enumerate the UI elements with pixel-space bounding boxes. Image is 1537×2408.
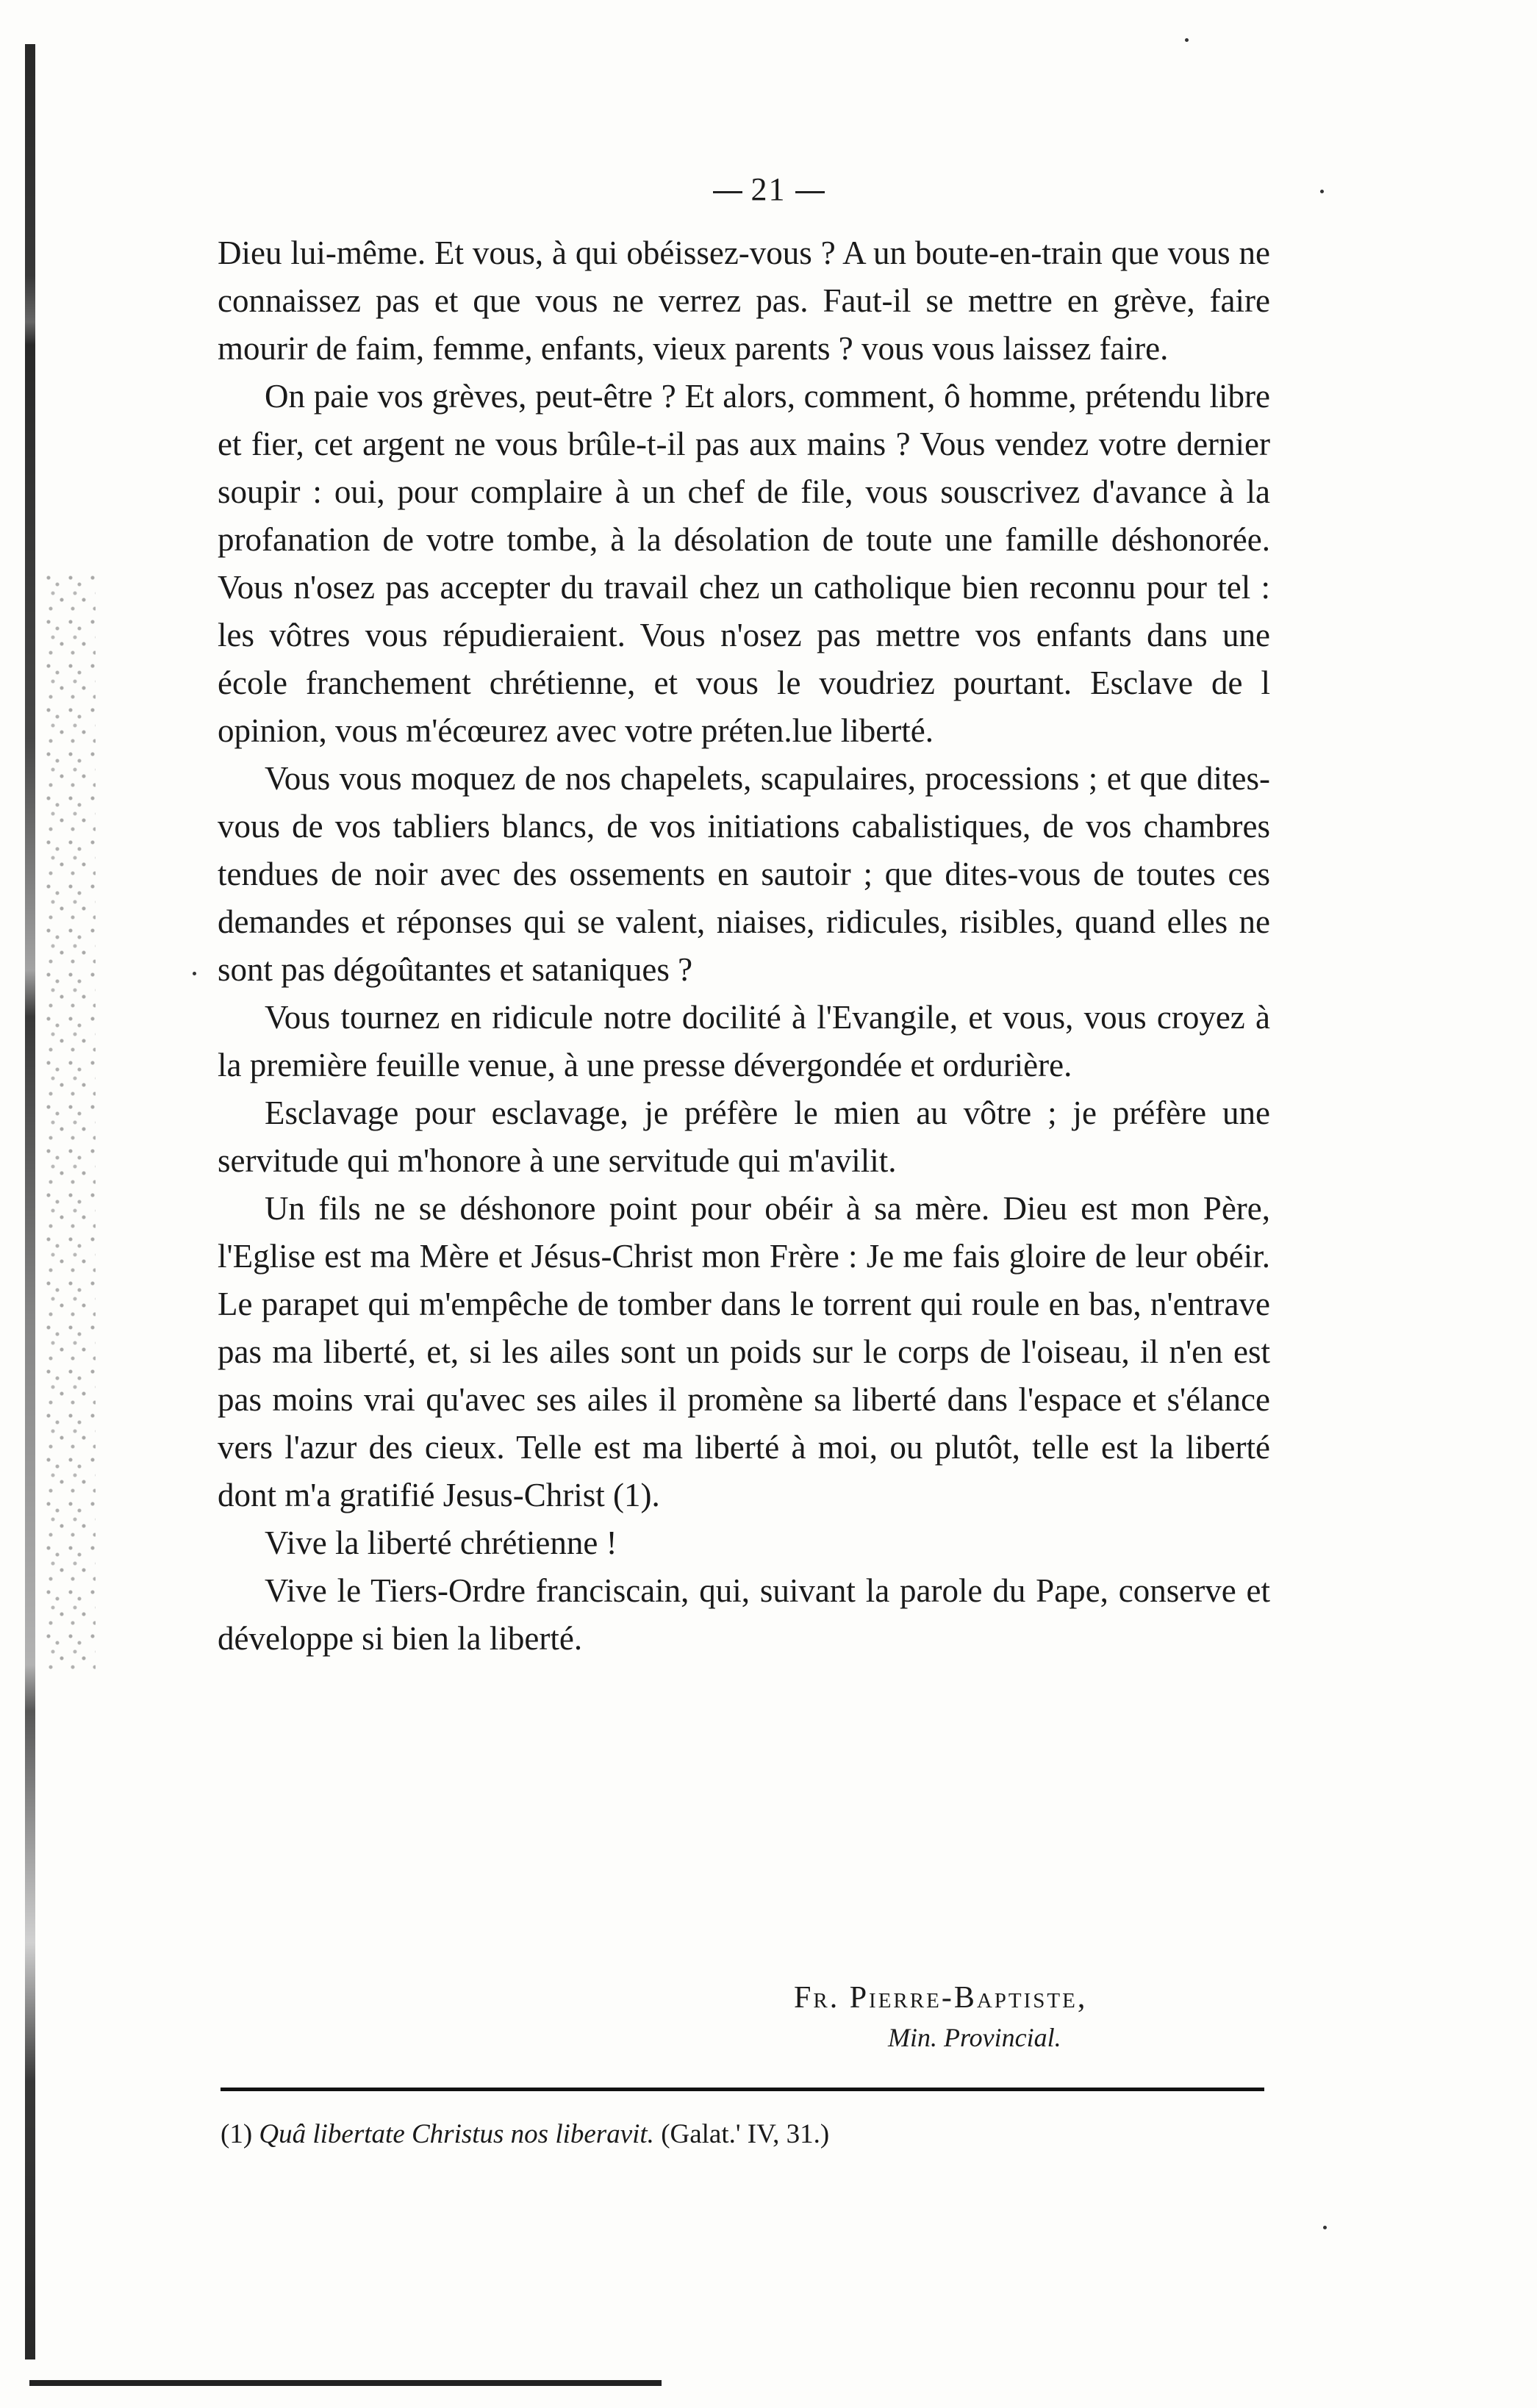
footnote — [221, 2115, 1264, 2154]
paragraph: On paie vos grèves, peut-être ? Et alors, comment, ô homme, prétendu libre et fier, cet argent ne vous brûle-t-il pas aux mains ? Vous vendez votre dernier soupir : oui, pour complaire à un chef de file, vous souscrivez d'avance à la profanation de votre tombe, à la désolation de toute une famille déshonorée. Vous n'osez pas accepter du travail chez un catholique bien reconnu pour tel : les vôtres vous répudieraient. Vous n'osez pas mettre vos enfants dans une école franchement chrétienne, et vous le voudriez pourtant. Esclave de l opinion, vous m'écœurez avec votre préten.lue liberté. — [218, 378, 1270, 749]
scan-dot — [1323, 2226, 1327, 2229]
paragraph: Esclavage pour esclavage, je préfère le mien au vôtre ; je préfère une servitude qui m'honore à une servitude qui m'avilit. — [218, 1094, 1270, 1179]
signature — [794, 1976, 1272, 2055]
paragraph: Vous vous moquez de nos chapelets, scapulaires, processions ; et que dites-vous de vos tabliers blancs, de vos initiations cabalistiques, de vos chambres tendues de noir avec des ossements en sautoir ; que dites-vous de toutes ces demandes et réponses qui se valent, niaises, ridicules, risibles, quand elles ne sont pas dégoûtantes et sataniques ? — [218, 760, 1270, 988]
page-number-value: 21 — [750, 171, 787, 207]
paragraph: Un fils ne se déshonore point pour obéir à sa mère. Dieu est mon Père, l'Eglise est ma Mère et Jésus-Christ mon Frère : Je me fais gloire de leur obéir. Le parapet qui m'empêche de tomber dans le torrent qui roule en bas, n'entrave pas ma liberté, et, si les ailes sont un poids sur le corps de l'oiseau, il n'en est pas moins vrai qu'avec ses ailes il promène sa liberté dans l'espace et s'élance vers l'azur des cieux. Telle est ma liberté à moi, ou plutôt, telle est la liberté dont m'a gratifié Jesus-Christ (1). — [218, 1190, 1270, 1513]
footnote-marker: (1) — [221, 2119, 253, 2149]
page-number — [0, 171, 1537, 208]
binding-edge — [25, 44, 35, 2359]
footnote-reference: (Galat.' IV, 31.) — [661, 2119, 830, 2149]
scan-dot — [1185, 38, 1189, 42]
footnote-quote: Quâ libertate Christus nos liberavit. — [259, 2119, 654, 2149]
bottom-edge — [29, 2380, 662, 2386]
dash-right — [795, 191, 825, 193]
scan-speckle — [44, 573, 96, 1676]
scan-dot — [193, 972, 196, 975]
footnote-divider — [221, 2088, 1264, 2091]
signature-name: Fr. Pierre-Baptiste, — [794, 1981, 1088, 2015]
dash-left — [713, 191, 742, 193]
paragraph: Vive le Tiers-Ordre franciscain, qui, suivant la parole du Pape, conserve et développe si bien la liberté. — [218, 1572, 1270, 1657]
paragraph: Dieu lui-même. Et vous, à qui obéissez-vous ? A un boute-en-train que vous ne connaissez pas et que vous ne verrez pas. Faut-il se mettre en grève, faire mourir de faim, femme, enfants, vieux parents ? vous vous laissez faire. — [218, 234, 1270, 367]
paragraph: Vous tournez en ridicule notre docilité à l'Evangile, et vous, vous croyez à la première feuille venue, à une presse dévergondée et ordurière. — [218, 999, 1270, 1083]
body-text — [218, 229, 1270, 1663]
signature-title: Min. Provincial. — [888, 2023, 1061, 2052]
paragraph: Vive la liberté chrétienne ! — [265, 1524, 617, 1561]
